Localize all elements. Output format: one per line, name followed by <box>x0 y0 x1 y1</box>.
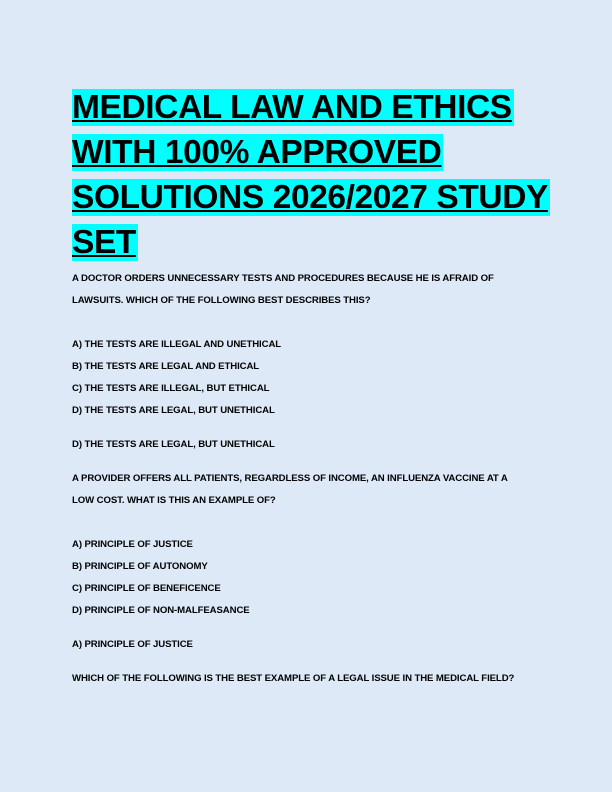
title-line-text: MEDICAL LAW AND ETHICS <box>72 89 512 126</box>
question-2-option-b: B) PRINCIPLE OF AUTONOMY <box>72 561 208 572</box>
question-2-option-d: D) PRINCIPLE OF NON-MALFEASANCE <box>72 605 250 616</box>
document-title <box>72 85 548 265</box>
title-line-text: WITH 100% APPROVED <box>72 134 442 171</box>
question-3-text-line-1: WHICH OF THE FOLLOWING IS THE BEST EXAMPLE OF A LEGAL ISSUE IN THE MEDICAL FIELD? <box>72 673 515 684</box>
question-1-text-line-1: A DOCTOR ORDERS UNNECESSARY TESTS AND PROCEDURES BECAUSE HE IS AFRAID OF <box>72 273 494 284</box>
question-1-text-line-2: LAWSUITS. WHICH OF THE FOLLOWING BEST DESCRIBES THIS? <box>72 295 371 306</box>
question-2-text-line-2: LOW COST. WHAT IS THIS AN EXAMPLE OF? <box>72 495 276 506</box>
question-2-answer: A) PRINCIPLE OF JUSTICE <box>72 639 193 650</box>
title-line <box>72 130 542 175</box>
question-2-option-a: A) PRINCIPLE OF JUSTICE <box>72 539 193 550</box>
question-2-text-line-1: A PROVIDER OFFERS ALL PATIENTS, REGARDLESS OF INCOME, AN INFLUENZA VACCINE AT A <box>72 473 508 484</box>
title-line <box>72 85 542 130</box>
question-1-answer: D) THE TESTS ARE LEGAL, BUT UNETHICAL <box>72 439 275 450</box>
question-1-option-a: A) THE TESTS ARE ILLEGAL AND UNETHICAL <box>72 339 282 350</box>
question-1-option-d: D) THE TESTS ARE LEGAL, BUT UNETHICAL <box>72 405 275 416</box>
question-1-option-b: B) THE TESTS ARE LEGAL AND ETHICAL <box>72 361 260 372</box>
title-line <box>72 220 542 265</box>
question-2-option-c: C) PRINCIPLE OF BENEFICENCE <box>72 583 221 594</box>
title-line-text: SET <box>72 224 136 261</box>
title-line-text: SOLUTIONS 2026/2027 STUDY <box>72 179 548 216</box>
title-line <box>72 175 548 220</box>
question-1-option-c: C) THE TESTS ARE ILLEGAL, BUT ETHICAL <box>72 383 270 394</box>
